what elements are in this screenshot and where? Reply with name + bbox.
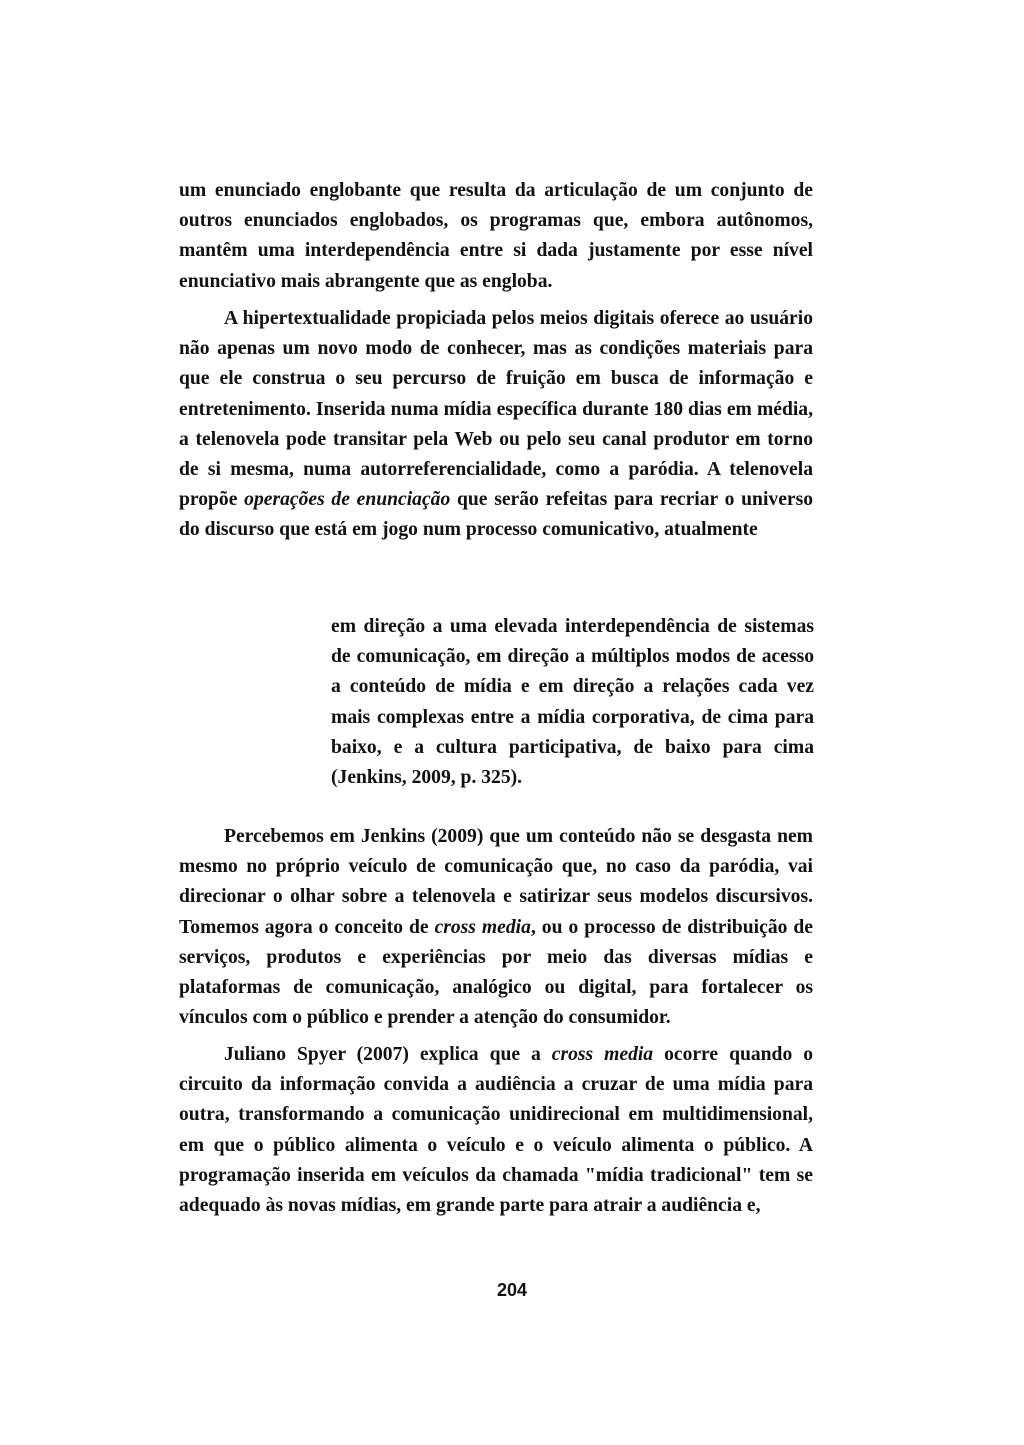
paragraph-2-text-before: A hipertextualidade propiciada pelos meios digitais oferece ao usuário não apenas um novo modo de conhecer, mas as condições materiais para que ele construa o seu percurso de fruição em busca de informação e entretenimento. Inserida numa mídia específica durante 180 dias em média, a telenovela pode transitar pela Web ou pelo seu canal produtor em torno de si mesma, numa autorreferencialidade, como a paródia. A telenovela propõe [179, 308, 813, 511]
block-quote-text: em direção a uma elevada interdependência de sistemas de comunicação, em direção a múltiplos modos de acesso a conteúdo de mídia e em direção a relações cada vez mais complexas entre a mídia corporativa, de cima para baixo, e a cultura participativa, de baixo para cima (Jenkins, 2009, p. 325). [331, 616, 814, 789]
paragraph-jenkins [179, 822, 813, 1033]
paragraph-2-emphasis: operações de enunciação [244, 489, 451, 511]
paragraph-hypertextuality [179, 304, 813, 546]
paragraph-1-text: um enunciado englobante que resulta da articulação de um conjunto de outros enunciados englobados, os programas que, embora autônomos, mantêm uma interdependência entre si dada justamente por esse nível enunciativo mais abrangente que as engloba. [179, 180, 813, 292]
paragraph-4-text-before: Juliano Spyer (2007) explica que a [224, 1044, 552, 1065]
paragraph-3-emphasis: cross media [434, 916, 531, 938]
paragraph-3-text-after: , ou o processo de distribuição de serviços, produtos e experiências por meio das diversas mídias e plataformas de comunicação, analógico ou digital, para fortalecer os vínculos com o público e prender a atenção do consumidor. [179, 916, 813, 1029]
paragraph-spyer [179, 1040, 813, 1221]
paragraph-2-text-after: que serão refeitas para recriar o universo do discurso que está em jogo num processo comunicativo, atualmente [179, 489, 814, 541]
paragraph-continuation [179, 176, 813, 297]
paragraph-4-emphasis: cross media [551, 1044, 654, 1065]
paragraph-4-text-after: ocorre quando o circuito da informação convida a audiência a cruzar de uma mídia para outra, transformando a comunicação unidirecional em multidimensional, em que o público alimenta o veículo e o veículo alimenta o público. A programação inserida em veículos da chamada "mídia tradicional" tem se adequado às novas mídias, em grande parte para atrair a audiência e, [179, 1044, 814, 1217]
block-quote [331, 612, 814, 793]
paragraph-3-text-before: Percebemos em Jenkins (2009) que um conteúdo não se desgasta nem mesmo no próprio veículo de comunicação que, no caso da paródia, vai direcionar o olhar sobre a telenovela e satirizar seus modelos discursivos. Tomemos agora o conceito de [179, 826, 813, 938]
page-number: 204 [496, 1280, 528, 1300]
